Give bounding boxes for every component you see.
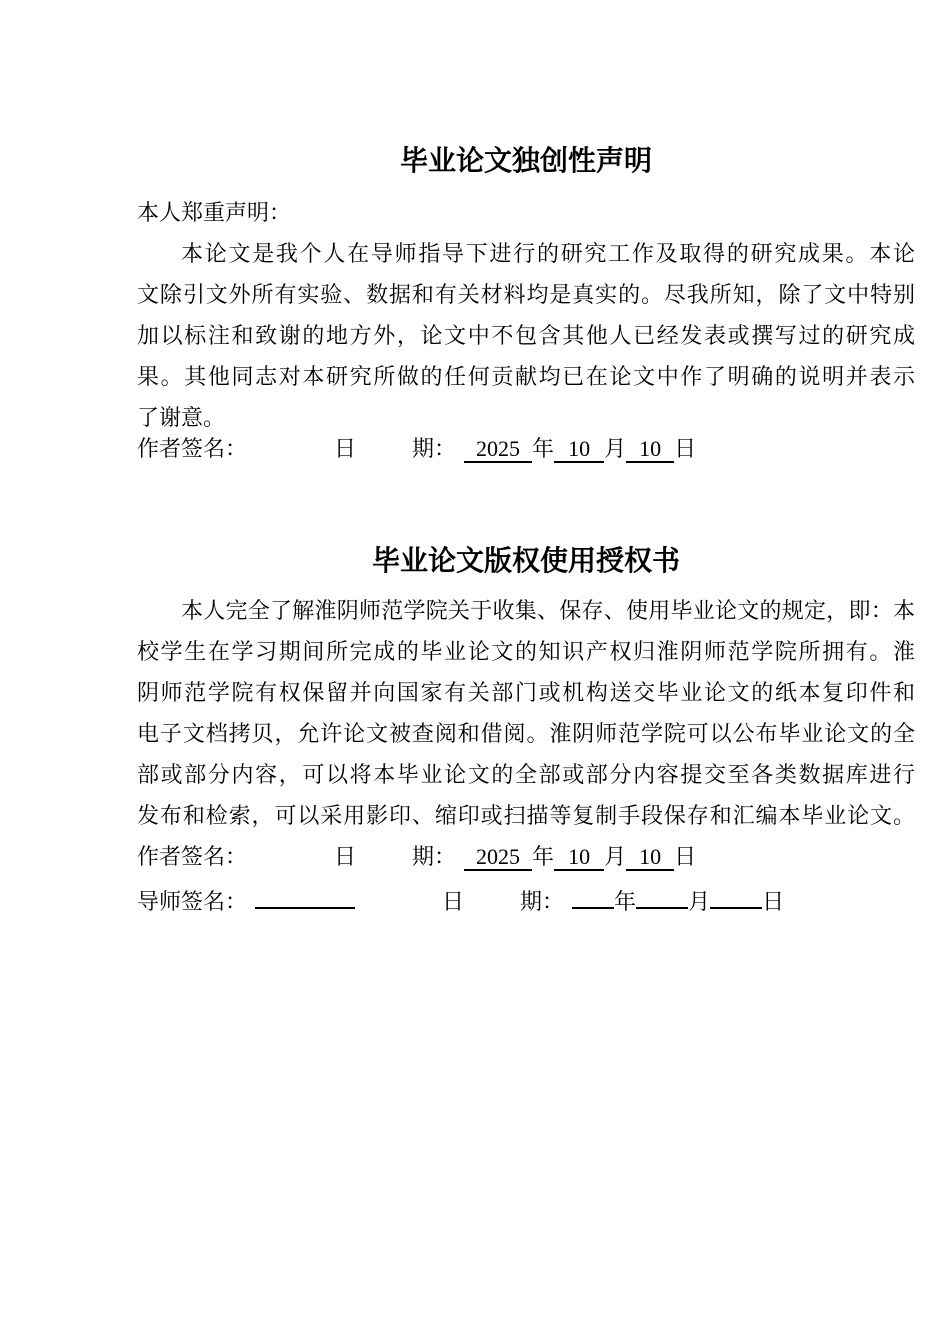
spacer	[564, 908, 572, 909]
month-field: 10	[554, 844, 604, 871]
copyright-authorization-paragraph	[137, 590, 915, 836]
author-signature-label: 作者签名：	[137, 844, 248, 869]
day-char: 日	[762, 889, 785, 914]
day-field: 10	[626, 436, 674, 463]
copyright-authorization-title: 毕业论文版权使用授权书	[371, 545, 680, 576]
date-word-second-char: 期：	[412, 844, 457, 869]
year-field: 2025	[464, 436, 532, 463]
spacer	[355, 908, 442, 909]
author-signature-label: 作者签名：	[137, 436, 248, 461]
spacer	[356, 455, 412, 456]
supervisor-name-field	[255, 882, 355, 909]
paragraph-line: 文除引文外所有实验、数据和有关材料均是真实的。尽我所知，除了文中特别	[137, 282, 915, 307]
paragraph-line: 发布和检索，可以采用影印、缩印或扫描等复制手段保存和汇编本毕业论文。	[137, 803, 915, 828]
paragraph-line: 电子文档拷贝，允许论文被查阅和借阅。淮阴师范学院可以公布毕业论文的全	[137, 721, 915, 746]
supervisor-signature-label: 导师签名：	[137, 889, 248, 914]
originality-declaration-paragraph	[137, 233, 915, 438]
year-char: 年	[532, 436, 555, 461]
paragraph-line: 部或部分内容，可以将本毕业论文的全部或部分内容提交至各类数据库进行	[137, 762, 915, 787]
declaration-intro: 本人郑重声明：	[137, 200, 292, 225]
paragraph-line: 加以标注和致谢的地方外，论文中不包含其他人已经发表或撰写过的研究成	[137, 323, 915, 348]
originality-declaration-title: 毕业论文独创性声明	[399, 145, 652, 176]
month-char: 月	[604, 844, 627, 869]
date-word-first-char: 日	[442, 889, 465, 914]
year-field	[572, 882, 614, 909]
paragraph-line: 本人完全了解淮阴师范学院关于收集、保存、使用毕业论文的规定，即：本	[181, 598, 915, 623]
spacer	[456, 863, 464, 864]
day-char: 日	[674, 436, 697, 461]
paragraph-line: 本论文是我个人在导师指导下进行的研究工作及取得的研究成果。本论	[181, 241, 915, 266]
author-signature-row-1	[137, 428, 915, 469]
date-word-second-char: 期：	[412, 436, 457, 461]
day-char: 日	[674, 844, 697, 869]
date-word-first-char: 日	[334, 436, 357, 461]
month-field	[636, 882, 688, 909]
paragraph-line: 了谢意。	[137, 405, 226, 430]
month-char: 月	[604, 436, 627, 461]
day-field	[710, 882, 762, 909]
paragraph-line: 果。其他同志对本研究所做的任何贡献均已在论文中作了明确的说明并表示	[137, 364, 915, 389]
year-field: 2025	[464, 844, 532, 871]
month-char: 月	[688, 889, 711, 914]
year-char: 年	[532, 844, 555, 869]
date-word-first-char: 日	[334, 844, 357, 869]
month-field: 10	[554, 436, 604, 463]
spacer	[456, 455, 464, 456]
spacer	[356, 863, 412, 864]
paragraph-line: 阴师范学院有权保留并向国家有关部门或机构送交毕业论文的纸本复印件和	[137, 680, 915, 705]
supervisor-signature-row	[137, 881, 915, 922]
spacer	[247, 908, 255, 909]
date-word-second-char: 期：	[520, 889, 565, 914]
spacer	[464, 908, 520, 909]
year-char: 年	[614, 889, 637, 914]
paragraph-line: 校学生在学习期间所完成的毕业论文的知识产权归淮阴师范学院所拥有。淮	[137, 639, 915, 664]
spacer	[247, 455, 334, 456]
day-field: 10	[626, 844, 674, 871]
spacer	[247, 863, 334, 864]
author-signature-row-2	[137, 836, 915, 877]
